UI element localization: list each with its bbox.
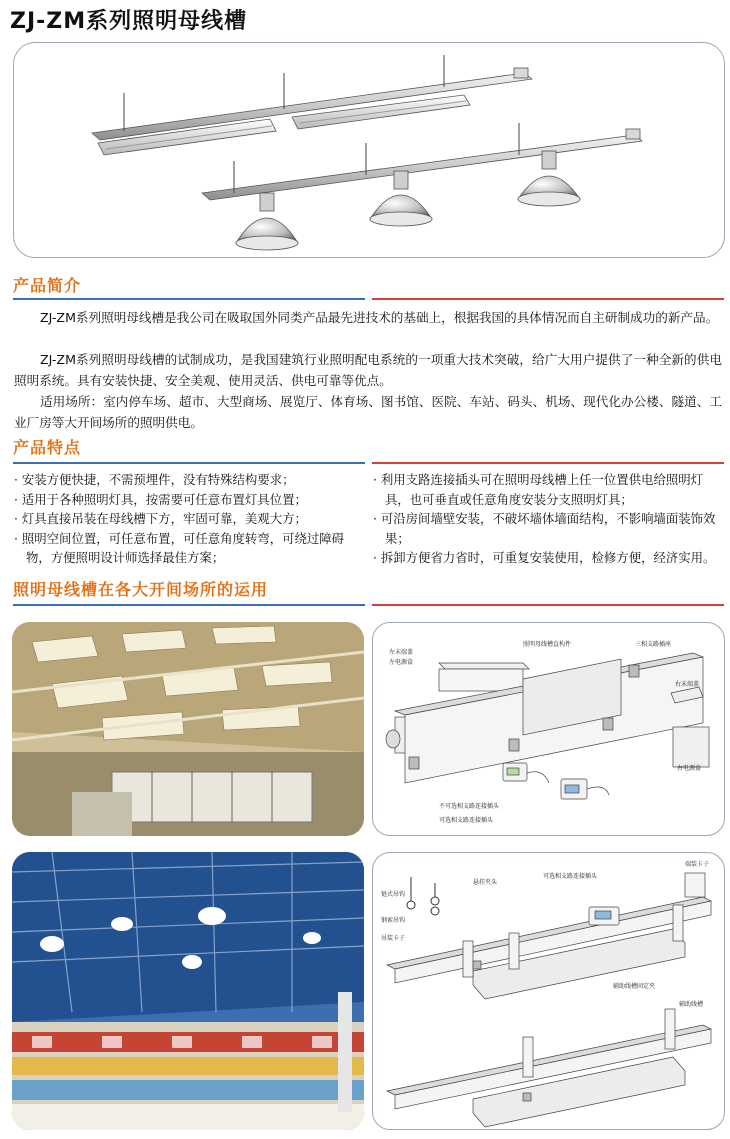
label-selectable-plug: 可选相支路连接插头 bbox=[439, 817, 494, 824]
feature-item: · 拆卸方便省力省时，可重复安装使用，检修方便，经济实用。 bbox=[373, 550, 716, 565]
installation-diagram bbox=[372, 852, 725, 1130]
supermarket-image bbox=[12, 852, 364, 1130]
photo-supermarket bbox=[12, 852, 364, 1130]
feature-item: · 适用于各种照明灯具，按需要可任意布置灯具位置； bbox=[14, 491, 307, 507]
label-left-power-box: 左电源盒 bbox=[389, 659, 414, 666]
label-aux-fix-clip: 辅助线槽固定夹 bbox=[613, 983, 656, 990]
divider-blue bbox=[13, 462, 365, 464]
label-selectable-plug: 可选相支路连接插头 bbox=[543, 873, 598, 880]
label-chain-hook: 链式吊钩 bbox=[381, 891, 406, 898]
divider-blue bbox=[13, 604, 365, 606]
feature-item: · 可沿房间墙壁安装，不破坏墙体墙面结构，不影响墙面装饰效果； bbox=[373, 511, 716, 546]
hero-product-illustration bbox=[13, 42, 725, 258]
label-end-clip: 端装卡子 bbox=[685, 861, 710, 868]
label-rope-hook: 钢索吊钩 bbox=[381, 917, 406, 924]
label-three-phase-branch: 三相支路插座 bbox=[635, 641, 672, 648]
feature-item: · 安装方便快捷，不需预埋件，没有特殊结构要求； bbox=[14, 472, 295, 487]
label-straight-unit: 照明母线槽直构件 bbox=[523, 641, 572, 648]
photo-office-ceiling bbox=[12, 622, 364, 836]
divider-red bbox=[372, 604, 724, 606]
page-title: ZJ-ZM系列照明母线槽 bbox=[10, 9, 248, 34]
label-non-selectable-plug: 不可选相支路连接插头 bbox=[439, 803, 500, 810]
features-heading: 产品特点 bbox=[13, 438, 82, 457]
label-right-power-box: 右电源盒 bbox=[677, 765, 702, 772]
applications-heading: 照明母线槽在各大开间场所的运用 bbox=[13, 580, 269, 599]
intro-heading: 产品简介 bbox=[13, 276, 82, 295]
intro-paragraph-1: ZJ-ZM系列照明母线槽是我公司在吸取国外同类产品最先进技术的基础上，根据我国的具体情况而自主研制成功的新产品。 bbox=[40, 310, 719, 325]
components-diagram bbox=[372, 622, 725, 836]
label-right-end-cap: 右末端盖 bbox=[675, 681, 700, 688]
feature-item: · 利用支路连接插头可在照明母线槽上任一位置供电给照明灯具，也可垂直或任意角度安装分支照明灯具； bbox=[373, 472, 704, 507]
label-hang-clip: 吊装卡子 bbox=[381, 935, 406, 942]
feature-item: · 照明空间位置，可任意布置，可任意角度转弯，可绕过障碍物，方便照明设计师选择最佳方案； bbox=[14, 530, 345, 565]
busway-lights-illustration bbox=[14, 43, 725, 258]
feature-item: · 灯具直接吊装在母线槽下方，牢固可靠，美观大方； bbox=[14, 511, 307, 526]
intro-paragraph-2: ZJ-ZM系列照明母线槽的试制成功，是我国建筑行业照明配电系统的一项重大技术突破，给广大用户提供了一种全新的供电照明系统。具有安装快捷、安全美观、使用灵活、供电可靠等优点。 bbox=[14, 352, 722, 388]
label-left-end-cap: 左末端盖 bbox=[389, 649, 414, 656]
intro-paragraph-3: 适用场所：室内停车场、超市、大型商场、展览厅、体育场、图书馆、医院、车站、码头、机场、现代化办公楼、隧道、工业厂房等大开间场所的照明供电。 bbox=[14, 394, 722, 430]
divider-blue bbox=[13, 298, 365, 300]
divider-red bbox=[372, 298, 724, 300]
components-drawing bbox=[373, 623, 725, 836]
installation-drawing bbox=[373, 853, 725, 1130]
features-right-list bbox=[373, 470, 725, 568]
features-left-list bbox=[14, 470, 359, 568]
label-aux-trough: 辅助线槽 bbox=[679, 1001, 704, 1008]
office-ceiling-image bbox=[12, 622, 364, 836]
label-hanging-clip: 悬挂夹头 bbox=[473, 879, 498, 886]
divider-red bbox=[372, 462, 724, 464]
